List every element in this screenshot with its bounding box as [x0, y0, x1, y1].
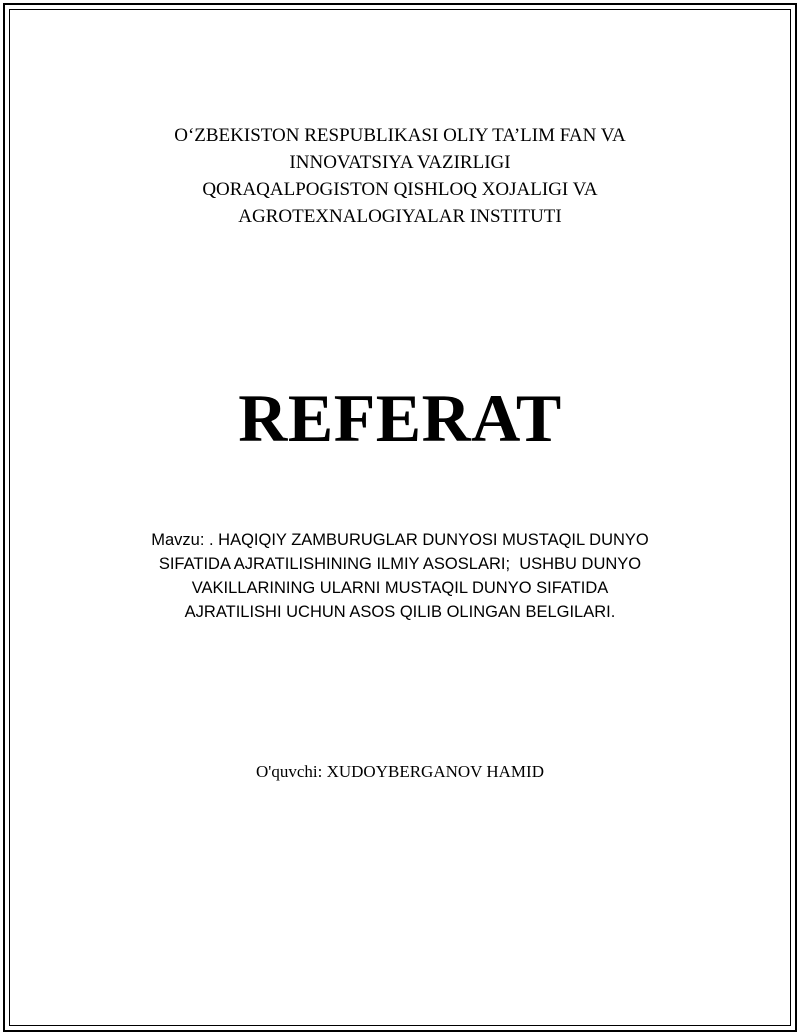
topic-block [0, 528, 800, 624]
topic-line: VAKILLARINING ULARNI MUSTAQIL DUNYO SIFATIDA [191, 579, 609, 597]
student-name: O'quvchi: XUDOYBERGANOV HAMID [256, 762, 544, 781]
topic-line: SIFATIDA AJRATILISHINING ILMIY ASOSLARI; USHBU DUNYO [158, 555, 642, 573]
topic-line: Mavzu: . HAQIQIY ZAMBURUGLAR DUNYOSI MUSTAQIL DUNYO [151, 531, 649, 549]
header-line: QORAQALPOGISTON QISHLOQ XOJALIGI VA [202, 179, 598, 200]
header-line: O‘ZBEKISTON RESPUBLIKASI OLIY TA’LIM FAN VA [174, 125, 626, 146]
document-title: REFERAT [238, 380, 562, 456]
header-line: AGROTEXNALOGIYALAR INSTITUTI [238, 206, 562, 227]
header-line: INNOVATSIYA VAZIRLIGI [289, 152, 511, 173]
institution-header [0, 122, 800, 230]
topic-line: AJRATILISHI UCHUN ASOS QILIB OLINGAN BELGILARI. [184, 603, 616, 621]
